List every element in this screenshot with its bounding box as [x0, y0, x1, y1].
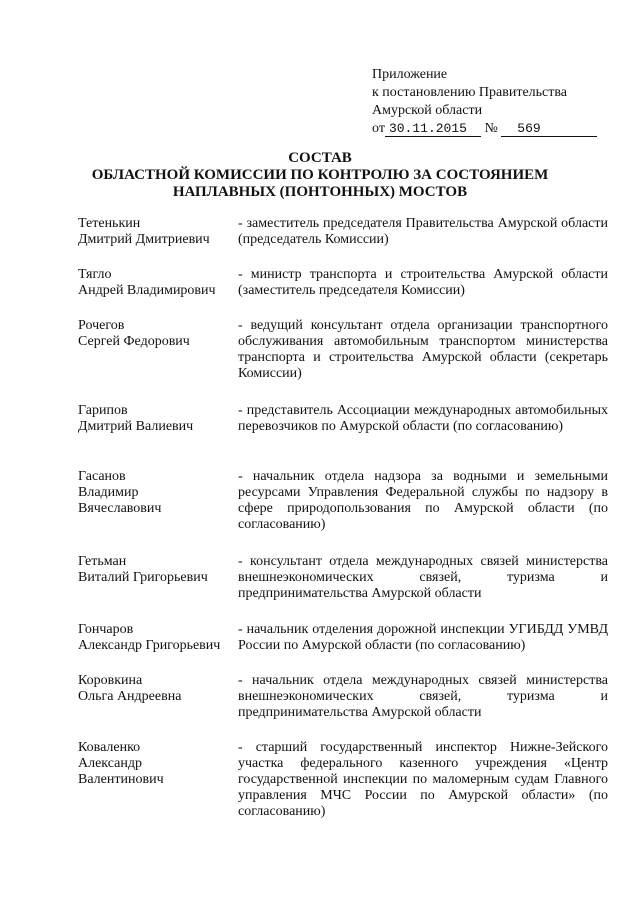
- annex-number-label: №: [484, 121, 498, 136]
- title-line-1: СОСТАВ: [288, 150, 352, 166]
- member-name: Гарипов Дмитрий Валиевич: [78, 403, 194, 434]
- member-role: - консультант отдела международных связей министерства внешнеэкономических связей, туризма и предпринимательства Амурской области: [238, 554, 608, 601]
- annex-date-prefix: от: [372, 121, 385, 136]
- member-role: - начальник отделения дорожной инспекции УГИБДД УМВД России по Амурской области (по согласованию): [238, 622, 608, 653]
- member-role: - начальник отдела надзора за водными и земельными ресурсами Управления Федеральной службы по надзору в сфере природопользования по Амурской области (по согласованию): [238, 469, 608, 532]
- title-line-3: НАПЛАВНЫХ (ПОНТОННЫХ) МОСТОВ: [172, 184, 468, 200]
- member-role: - ведущий консультант отдела организации транспортного обслуживания автомобильным транспортом министерства транспорта и строительства Амурской области (секретарь Комиссии): [238, 318, 608, 381]
- annex-line-1: Приложение: [372, 67, 448, 82]
- annex-number: 569: [501, 122, 597, 137]
- annex-line-2: к постановлению Правительства: [372, 85, 568, 100]
- document-title: [40, 150, 600, 201]
- member-role: - представитель Ассоциации международных автомобильных перевозчиков по Амурской области (по согласованию): [238, 403, 608, 434]
- member-name: Коваленко Александр Валентинович: [78, 740, 164, 787]
- member-name: Тягло Андрей Владимирович: [78, 267, 216, 298]
- annex-block: [372, 66, 632, 138]
- member-role: - министр транспорта и строительства Амурской области (заместитель председателя Комиссии): [238, 267, 608, 298]
- member-name: Гасанов Владимир Вячеславович: [78, 469, 162, 516]
- member-role: - старший государственный инспектор Нижне-Зейского участка федерального казенного учреждения «Центр государственной инспекции по маломерным судам Главного управления МЧС России по Амурской области» (по согласованию): [238, 740, 608, 819]
- member-name: Рочегов Сергей Федорович: [78, 318, 190, 349]
- member-name: Тетенькин Дмитрий Дмитриевич: [78, 216, 210, 247]
- annex-line-3: Амурской области: [372, 103, 483, 118]
- annex-date-line: [372, 120, 632, 138]
- member-role: - начальник отдела международных связей министерства внешнеэкономических связей, туризма и предпринимательства Амурской области: [238, 673, 608, 720]
- annex-date: 30.11.2015: [385, 122, 481, 137]
- member-name: Коровкина Ольга Андреевна: [78, 673, 182, 704]
- member-name: Гончаров Александр Григорьевич: [78, 622, 221, 653]
- title-line-2: ОБЛАСТНОЙ КОМИССИИ ПО КОНТРОЛЮ ЗА СОСТОЯНИЕМ: [91, 167, 549, 183]
- member-role: - заместитель председателя Правительства Амурской области (председатель Комиссии): [238, 216, 608, 247]
- member-name: Гетьман Виталий Григорьевич: [78, 554, 208, 585]
